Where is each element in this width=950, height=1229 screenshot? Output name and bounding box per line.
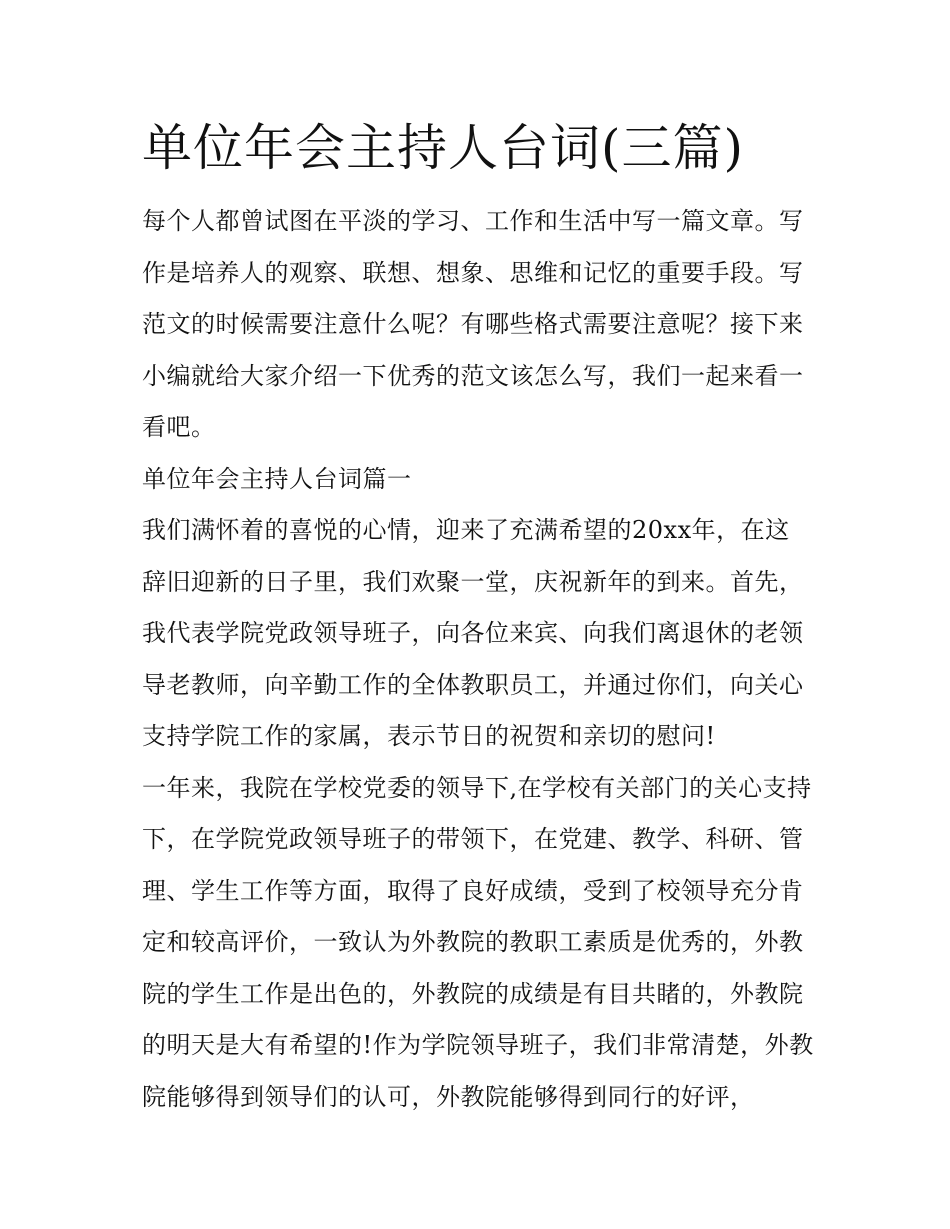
section-heading: 单位年会主持人台词篇一 [142, 464, 412, 493]
body-paragraph-1: 我们满怀着的喜悦的心情，迎来了充满希望的20xx年，在这辞旧迎新的日子里，我们欢聚一堂，庆祝新年的到来。首先，我代表学院党政领导班子，向各位来宾、向我们离退休的老领导老教师，向辛勤工作的全体教职员工，并通过你们，向关心支持学院工作的家属，表示节日的祝贺和亲切的慰问! [142, 516, 804, 750]
document-title: 单位年会主持人台词(三篇) [142, 119, 745, 177]
document-body [142, 112, 814, 1123]
intro-paragraph: 每个人都曾试图在平淡的学习、工作和生活中写一篇文章。写作是培养人的观察、联想、想象、思维和记忆的重要手段。写范文的时候需要注意什么呢？有哪些格式需要注意呢？接下来小编就给大家介绍一下优秀的范文该怎么写，我们一起来看一看吧。 [142, 207, 804, 441]
body-paragraph-2: 一年来，我院在学校党委的领导下,在学校有关部门的关心支持下，在学院党政领导班子的带领下，在党建、教学、科研、管理、学生工作等方面，取得了良好成绩，受到了校领导充分肯定和较高评价，一致认为外教院的教职工素质是优秀的，外教院的学生工作是出色的，外教院的成绩是有目共睹的，外教院的明天是大有希望的!作为学院领导班子，我们非常清楚，外教院能够得到领导们的认可，外教院能够得到同行的好评， [142, 773, 814, 1111]
